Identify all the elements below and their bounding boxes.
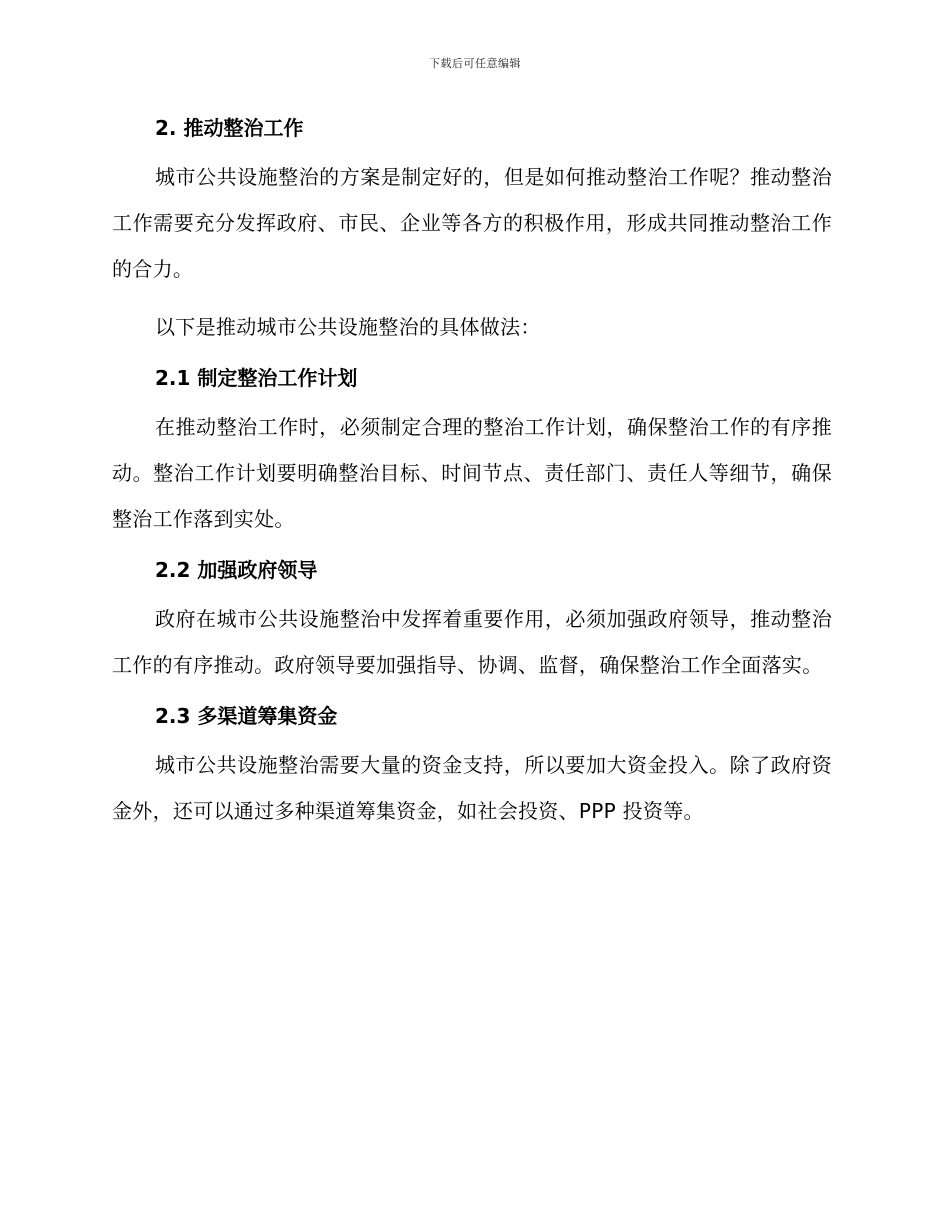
paragraph: 以下是推动城市公共设施整治的具体做法：: [155, 315, 541, 339]
section-heading-2-2: 2.2 加强政府领导: [155, 558, 318, 582]
section-heading-2-1: 2.1 制定整治工作计划: [155, 366, 358, 390]
document-body: [112, 112, 832, 834]
section-heading-2: 2. 推动整治工作: [155, 116, 304, 140]
paragraph: 在推动整治工作时，必须制定合理的整治工作计划，确保整治工作的有序推动。整治工作计划要明确整治目标、时间节点、责任部门、责任人等细节，确保整治工作落到实处。: [112, 415, 832, 531]
paragraph: 政府在城市公共设施整治中发挥着重要作用，必须加强政府领导，推动整治工作的有序推动。政府领导要加强指导、协调、监督，确保整治工作全面落实。: [112, 607, 832, 677]
section-heading-2-3: 2.3 多渠道筹集资金: [155, 704, 338, 728]
paragraph: 城市公共设施整治的方案是制定好的，但是如何推动整治工作呢？推动整治工作需要充分发挥政府、市民、企业等各方的积极作用，形成共同推动整治工作的合力。: [112, 165, 832, 281]
header-note: 下载后可任意编辑: [429, 57, 521, 70]
paragraph: 城市公共设施整治需要大量的资金支持，所以要加大资金投入。除了政府资金外，还可以通过多种渠道筹集资金，如社会投资、PPP 投资等。: [112, 753, 832, 823]
